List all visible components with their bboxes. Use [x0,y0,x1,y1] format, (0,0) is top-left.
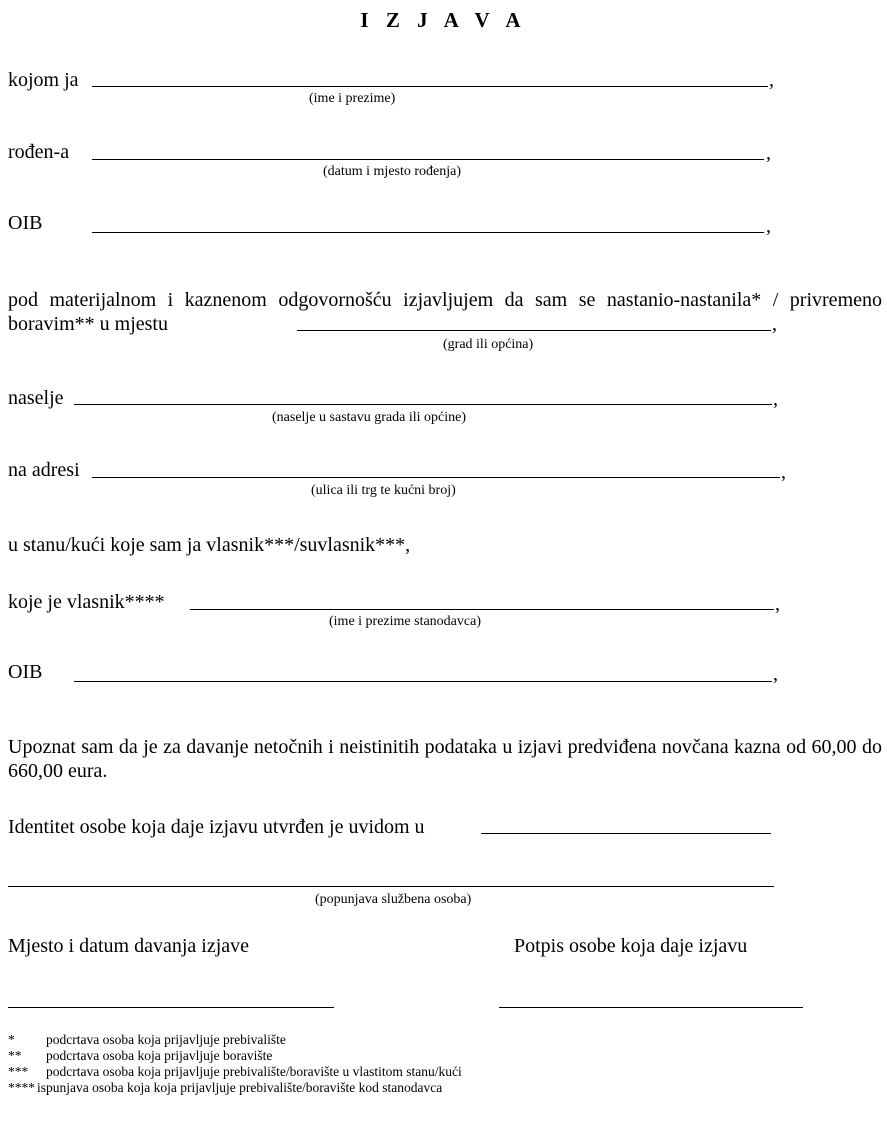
place-date-label: Mjesto i datum davanja izjave [8,935,250,957]
landlord-label: koje je vlasnik**** [8,591,165,613]
footnote-text: podcrtava osoba koja prijavljuje boravište [46,1048,273,1063]
place-caption: (grad ili općina) [443,337,534,352]
footnote [8,1032,878,1048]
footnote [8,1064,878,1080]
settlement-input-line[interactable] [74,404,772,405]
identity-label: Identitet osobe koja daje izjavu utvrđen je uvidom u [8,816,425,838]
born-input-line[interactable] [92,159,764,160]
oib-label: OIB [8,212,43,234]
landlord-oib-label: OIB [8,661,43,683]
footnote-mark: ** [8,1048,22,1063]
address-comma: , [781,461,786,483]
address-label: na adresi [8,459,80,481]
footnote [8,1048,878,1064]
place-date-input-line[interactable] [8,1007,334,1008]
official-input-line[interactable] [8,886,774,887]
footnote-text: ispunjava osoba koja koja prijavljuje prebivalište/boravište kod stanodavca [37,1080,443,1095]
footnote-mark: **** [8,1080,35,1095]
footnote-text: podcrtava osoba koja prijavljuje prebivalište/boravište u vlastitom stanu/kući [46,1064,462,1079]
landlord-oib-comma: , [773,663,778,685]
identity-input-line[interactable] [481,833,771,834]
footnote-mark: *** [8,1064,29,1079]
name-input-line[interactable] [92,86,768,87]
footnotes [8,1032,878,1096]
address-caption: (ulica ili trg te kućni broj) [311,483,456,498]
settlement-comma: , [773,388,778,410]
owner-statement: u stanu/kući koje sam ja vlasnik***/suvlasnik***, [8,534,411,556]
signature-label: Potpis osobe koja daje izjavu [514,935,748,957]
born-comma: , [766,142,771,164]
fine-warning: Upoznat sam da je za davanje netočnih i neistinitih podataka u izjavi predviđena novčana kazna od 60,00 do 660,00 eura. [8,736,882,782]
address-input-line[interactable] [92,477,780,478]
oib-input-line[interactable] [92,232,764,233]
born-caption: (datum i mjesto rođenja) [323,164,462,179]
footnote [8,1080,878,1096]
oib-comma: , [766,215,771,237]
document-title: I Z J A V A [360,8,527,32]
born-label: rođen-a [8,141,70,163]
stay-paragraph [8,288,882,336]
landlord-caption: (ime i prezime stanodavca) [329,614,481,629]
landlord-oib-input-line[interactable] [74,681,772,682]
place-input-line[interactable] [297,330,771,331]
signature-input-line[interactable] [499,1007,803,1008]
landlord-input-line[interactable] [190,609,774,610]
landlord-comma: , [775,593,780,615]
footnote-mark: * [8,1032,15,1047]
footnote-text: podcrtava osoba koja prijavljuje prebivalište [46,1032,286,1047]
place-comma: , [772,313,777,335]
stay-sentence: pod materijalnom i kaznenom odgovornošću izjavljujem da sam se nastanio-nastanila* / privremeno boravim** u mjestu [8,289,882,335]
name-comma: , [769,69,774,91]
name-label: kojom ja [8,69,79,91]
settlement-caption: (naselje u sastavu grada ili općine) [272,410,466,425]
name-caption: (ime i prezime) [309,91,396,106]
settlement-label: naselje [8,387,64,409]
official-caption: (popunjava službena osoba) [315,892,472,907]
